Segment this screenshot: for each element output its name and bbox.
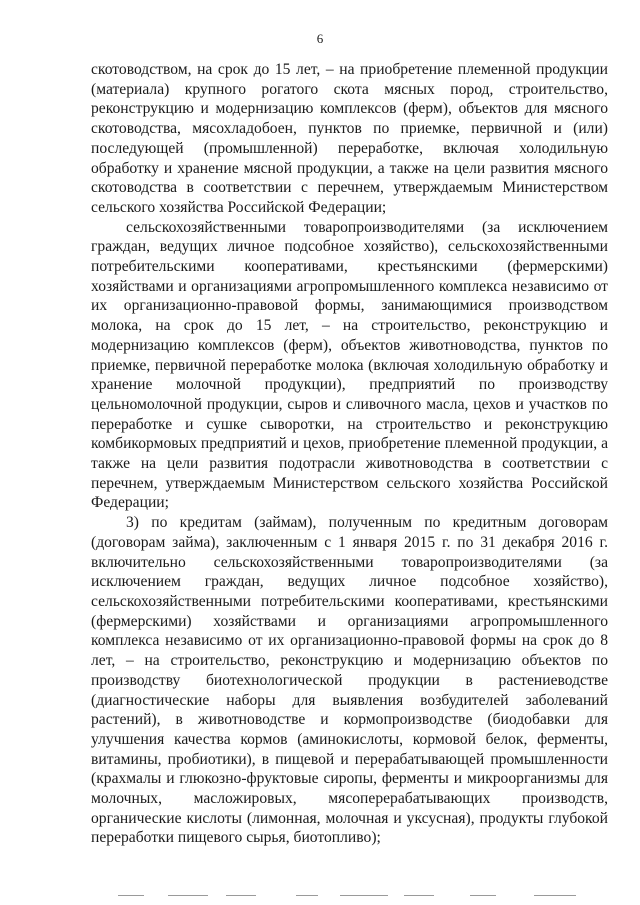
text-line: переработки пищевого сырья, биотопливо); xyxy=(91,829,381,847)
text-line: комплекса независимо от их организационно-правовой формы на срок до 8 xyxy=(91,632,608,650)
paragraph-item-3-biotech xyxy=(91,513,608,848)
text-line: сельскохозяйственными потребительскими кооперативами, крестьянскими xyxy=(91,592,608,610)
paragraph-dairy-producers xyxy=(91,218,608,514)
document-body xyxy=(91,60,608,848)
text-line: витамины, пробиотики), в пищевой и перерабатывающей промышленности xyxy=(91,750,608,768)
scan-artifact-line xyxy=(118,895,144,896)
scan-artifact-line xyxy=(534,895,576,896)
text-line: лет, – на строительство, реконструкцию и модернизацию объектов по xyxy=(91,652,608,670)
text-line: (крахмалы и глюкозно-фруктовые сиропы, ферменты и микроорганизмы для xyxy=(91,770,608,788)
text-line: приемке, первичной переработке молока (включая холодильную обработку и xyxy=(91,356,608,374)
text-line: скотоводства в соответствии с перечнем, утверждаемым Министерством xyxy=(91,179,608,197)
text-line: также на цели развития подотрасли животноводства в соответствии с xyxy=(91,455,608,473)
text-line: (диагностические наборы для выявления возбудителей заболеваний xyxy=(91,691,608,709)
text-line: растений), в животноводстве и кормопроизводстве (биодобавки для xyxy=(91,711,608,729)
scan-artifact-line xyxy=(470,895,496,896)
scan-artifact-line xyxy=(340,895,388,896)
text-line: скотоводством, на срок до 15 лет, – на приобретение племенной продукции xyxy=(91,61,608,78)
scan-bottom-artifacts xyxy=(0,875,640,905)
text-line: (фермерскими) хозяйствами и организациями агропромышленного xyxy=(91,612,608,630)
text-line: цельномолочной продукции, сыров и сливочного масла, цехов и участков по xyxy=(91,395,608,413)
text-line: переработке и сушке сыворотки, на строительство и реконструкцию xyxy=(91,415,608,433)
text-line: хозяйствами и организациями агропромышленного комплекса независимо от xyxy=(91,277,608,295)
text-line: 3) по кредитам (займам), полученным по кредитным договорам xyxy=(126,514,608,532)
text-line: потребительскими кооперативами, крестьянскими (фермерскими) xyxy=(91,258,608,276)
paragraph-meat-livestock xyxy=(91,60,608,218)
text-line: сельскохозяйственными товаропроизводителями (за исключением xyxy=(126,218,608,236)
text-line: последующей (промышленной) переработке, включая холодильную xyxy=(91,139,608,157)
text-line: граждан, ведущих личное подсобное хозяйство), сельскохозяйственными xyxy=(91,238,608,256)
text-line: исключением граждан, ведущих личное подсобное хозяйство), xyxy=(91,573,608,591)
text-line: модернизацию комплексов (ферм), объектов животноводства, пунктов по xyxy=(91,336,608,354)
scan-artifact-line xyxy=(168,895,208,896)
text-line: хранение молочной продукции), предприятий по производству xyxy=(91,376,608,394)
text-line: улучшения качества кормов (аминокислоты, кормовой белок, ферменты, xyxy=(91,730,608,748)
text-line: скотоводства, мясохладобоен, пунктов по приемке, первичной и (или) xyxy=(91,120,608,138)
text-line: обработку и хранение мясной продукции, а также на цели развития мясного xyxy=(91,159,608,177)
scan-artifact-line xyxy=(226,895,256,896)
scan-artifact-line xyxy=(296,895,318,896)
text-line: комбикормовых предприятий и цехов, приобретение племенной продукции, а xyxy=(91,435,608,453)
page-number: 6 xyxy=(316,31,324,46)
scan-artifact-line xyxy=(404,895,434,896)
text-line: производству биотехнологической продукции в растениеводстве xyxy=(91,671,608,689)
text-line: органические кислоты (лимонная, молочная и уксусная), продукты глубокой xyxy=(91,809,608,827)
text-line: сельского хозяйства Российской Федерации; xyxy=(91,198,387,216)
text-line: молочных, масложировых, мясоперерабатывающих производств, xyxy=(91,790,608,808)
text-line: перечнем, утверждаемым Министерством сельского хозяйства Российской xyxy=(91,474,608,492)
text-line: реконструкцию и модернизацию комплексов (ферм), объектов для мясного xyxy=(91,100,608,118)
text-line: их организационно-правовой формы, занимающимися производством xyxy=(91,297,608,315)
text-line: включительно сельскохозяйственными товаропроизводителями (за xyxy=(91,553,608,571)
text-line: Федерации; xyxy=(91,494,169,512)
text-line: (договорам займа), заключенным с 1 января 2015 г. по 31 декабря 2016 г. xyxy=(91,533,608,551)
text-line: (материала) крупного рогатого скота мясных пород, строительство, xyxy=(91,80,608,98)
text-line: молока, на срок до 15 лет, – на строительство, реконструкцию и xyxy=(91,317,608,335)
